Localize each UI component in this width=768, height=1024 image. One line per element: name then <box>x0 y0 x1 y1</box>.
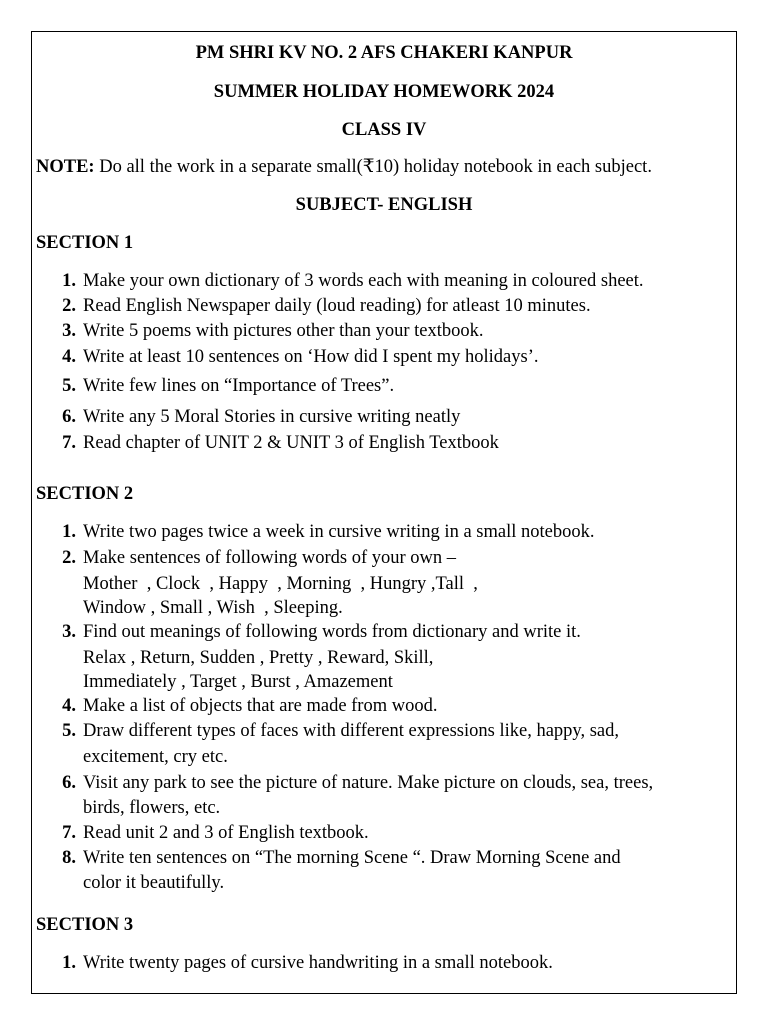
item-text: Read unit 2 and 3 of English textbook. <box>83 823 369 843</box>
word-list: Window , Small , Wish , Sleeping. <box>83 598 343 618</box>
note-text: Do all the work in a separate small(₹10) holiday notebook in each subject. <box>99 157 652 177</box>
word-list: Immediately , Target , Burst , Amazement <box>83 672 393 692</box>
item-text: Write twenty pages of cursive handwriting in a small notebook. <box>83 953 553 973</box>
item-number: 1. <box>62 271 76 291</box>
class-label: CLASS IV <box>341 120 427 140</box>
item-text: Make sentences of following words of your own – <box>83 548 457 568</box>
item-text: excitement, cry etc. <box>83 747 228 767</box>
item-number: 5. <box>62 376 76 396</box>
note-label: NOTE: <box>36 157 95 177</box>
item-text: Write at least 10 sentences on ‘How did I spent my holidays’. <box>83 347 539 367</box>
item-number: 3. <box>62 622 76 642</box>
section-2-title: SECTION 2 <box>36 484 134 504</box>
item-text: Write ten sentences on “The morning Scene “. Draw Morning Scene and <box>83 848 621 868</box>
item-text: Read chapter of UNIT 2 & UNIT 3 of English Textbook <box>83 433 499 453</box>
item-text: birds, flowers, etc. <box>83 798 221 818</box>
word-list: Mother , Clock , Happy , Morning , Hungry ,Tall , <box>83 574 478 594</box>
item-number: 4. <box>62 696 76 716</box>
item-number: 8. <box>62 848 76 868</box>
item-text: Make your own dictionary of 3 words each with meaning in coloured sheet. <box>83 271 644 291</box>
item-number: 6. <box>62 773 76 793</box>
item-text: Write 5 poems with pictures other than your textbook. <box>83 321 484 341</box>
item-number: 6. <box>62 407 76 427</box>
item-text: Read English Newspaper daily (loud reading) for atleast 10 minutes. <box>83 296 591 316</box>
item-text: Make a list of objects that are made from wood. <box>83 696 438 716</box>
homework-title: SUMMER HOLIDAY HOMEWORK 2024 <box>213 82 555 102</box>
item-number: 5. <box>62 721 76 741</box>
subject-heading: SUBJECT- ENGLISH <box>295 195 473 215</box>
item-text: Visit any park to see the picture of nature. Make picture on clouds, sea, trees, <box>83 773 654 793</box>
item-number: 2. <box>62 296 76 316</box>
section-3-title: SECTION 3 <box>36 915 134 935</box>
school-name: PM SHRI KV NO. 2 AFS CHAKERI KANPUR <box>195 43 573 63</box>
item-text: color it beautifully. <box>83 873 225 893</box>
item-text: Write any 5 Moral Stories in cursive writing neatly <box>83 407 461 427</box>
item-number: 7. <box>62 823 76 843</box>
item-number: 7. <box>62 433 76 453</box>
item-text: Find out meanings of following words from dictionary and write it. <box>83 622 581 642</box>
section-1-title: SECTION 1 <box>36 233 134 253</box>
note-line <box>36 156 652 178</box>
item-text: Draw different types of faces with different expressions like, happy, sad, <box>83 721 619 741</box>
item-number: 2. <box>62 548 76 568</box>
item-number: 3. <box>62 321 76 341</box>
item-number: 4. <box>62 347 76 367</box>
item-number: 1. <box>62 953 76 973</box>
item-number: 1. <box>62 522 76 542</box>
word-list: Relax , Return, Sudden , Pretty , Reward, Skill, <box>83 648 434 668</box>
item-text: Write few lines on “Importance of Trees”. <box>83 376 395 396</box>
item-text: Write two pages twice a week in cursive writing in a small notebook. <box>83 522 595 542</box>
